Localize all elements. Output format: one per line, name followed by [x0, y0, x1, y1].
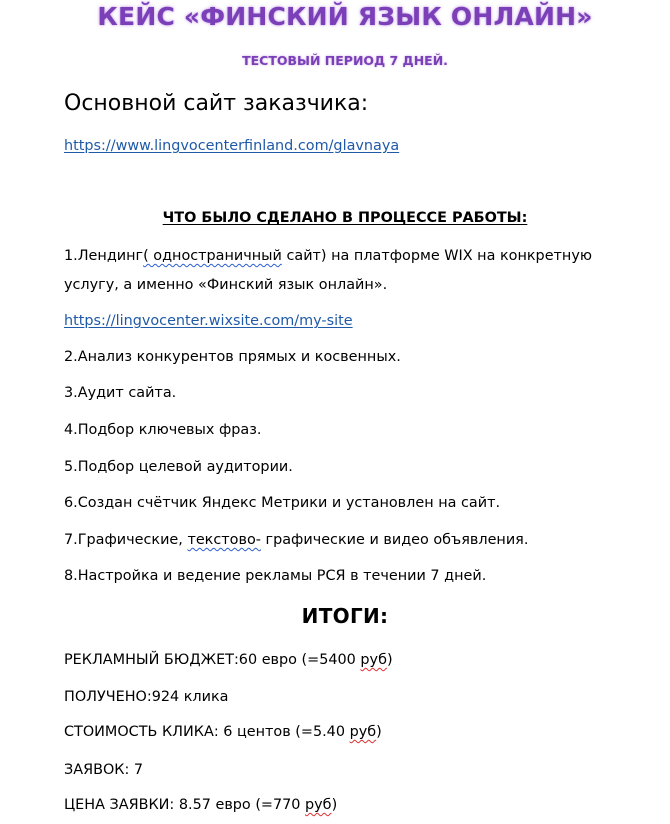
work-item-1-prefix: 1.Лендинг: [64, 248, 144, 264]
work-section-heading: ЧТО БЫЛО СДЕЛАНО В ПРОЦЕССЕ РАБОТЫ:: [162, 210, 528, 226]
work-item-7-prefix: 7.Графические,: [64, 532, 188, 548]
work-item-1-marked: ( одностраничный: [143, 248, 282, 264]
result-budget-tail: ): [386, 652, 393, 668]
client-site-link[interactable]: https://www.lingvocenterfinland.com/glavnaya: [64, 138, 400, 154]
client-site-label: Основной сайт заказчика:: [64, 91, 369, 116]
work-item-5: 5.Подбор целевой аудитории.: [64, 459, 293, 475]
landing-link-line: [64, 312, 353, 330]
work-item-7-rest: графические и видео объявления.: [260, 532, 529, 548]
result-click-cost-text: СТОИМОСТЬ КЛИКА: 6 центов (=5.40: [64, 724, 350, 740]
client-site-line: [64, 137, 399, 155]
result-lead-price-unit: руб: [305, 797, 332, 813]
work-item-6: 6.Создан счётчик Яндекс Метрики и установлен на сайт.: [64, 495, 501, 511]
work-item-8: 8.Настройка и ведение рекламы РСЯ в течении 7 дней.: [64, 568, 487, 584]
work-item-3: 3.Аудит сайта.: [64, 385, 177, 401]
work-item-2: 2.Анализ конкурентов прямых и косвенных.: [64, 349, 401, 365]
result-lead-price: [64, 796, 337, 814]
work-item-1-rest: сайт) на платформе WIX на конкретную: [281, 248, 592, 264]
result-budget-text: РЕКЛАМНЫЙ БЮДЖЕТ:60 евро (=5400: [64, 652, 361, 668]
work-item-1-line-1: [64, 247, 592, 265]
results-heading: ИТОГИ:: [301, 604, 389, 628]
document-title: КЕЙС «ФИНСКИЙ ЯЗЫК ОНЛАЙН»: [97, 2, 593, 31]
landing-site-link[interactable]: https://lingvocenter.wixsite.com/my-site: [64, 313, 353, 329]
result-lead-price-text: ЦЕНА ЗАЯВКИ: 8.57 евро (=770: [64, 797, 306, 813]
work-item-1-line-2: услугу, а именно «Финский язык онлайн».: [64, 277, 388, 293]
result-received: ПОЛУЧЕНО:924 клика: [64, 689, 229, 705]
result-budget-unit: руб: [360, 652, 387, 668]
result-leads: ЗАЯВОК: 7: [64, 762, 144, 778]
work-item-4: 4.Подбор ключевых фраз.: [64, 422, 262, 438]
result-click-cost-tail: ): [376, 724, 382, 740]
result-lead-price-tail: ): [331, 797, 338, 813]
result-click-cost-unit: руб: [349, 724, 377, 740]
document-subtitle: ТЕСТОВЫЙ ПЕРИОД 7 ДНЕЙ.: [242, 53, 448, 68]
work-item-7-marked: текстово-: [187, 532, 261, 548]
result-click-cost: [64, 723, 382, 741]
work-item-7: [64, 531, 528, 549]
result-budget: [64, 651, 393, 669]
